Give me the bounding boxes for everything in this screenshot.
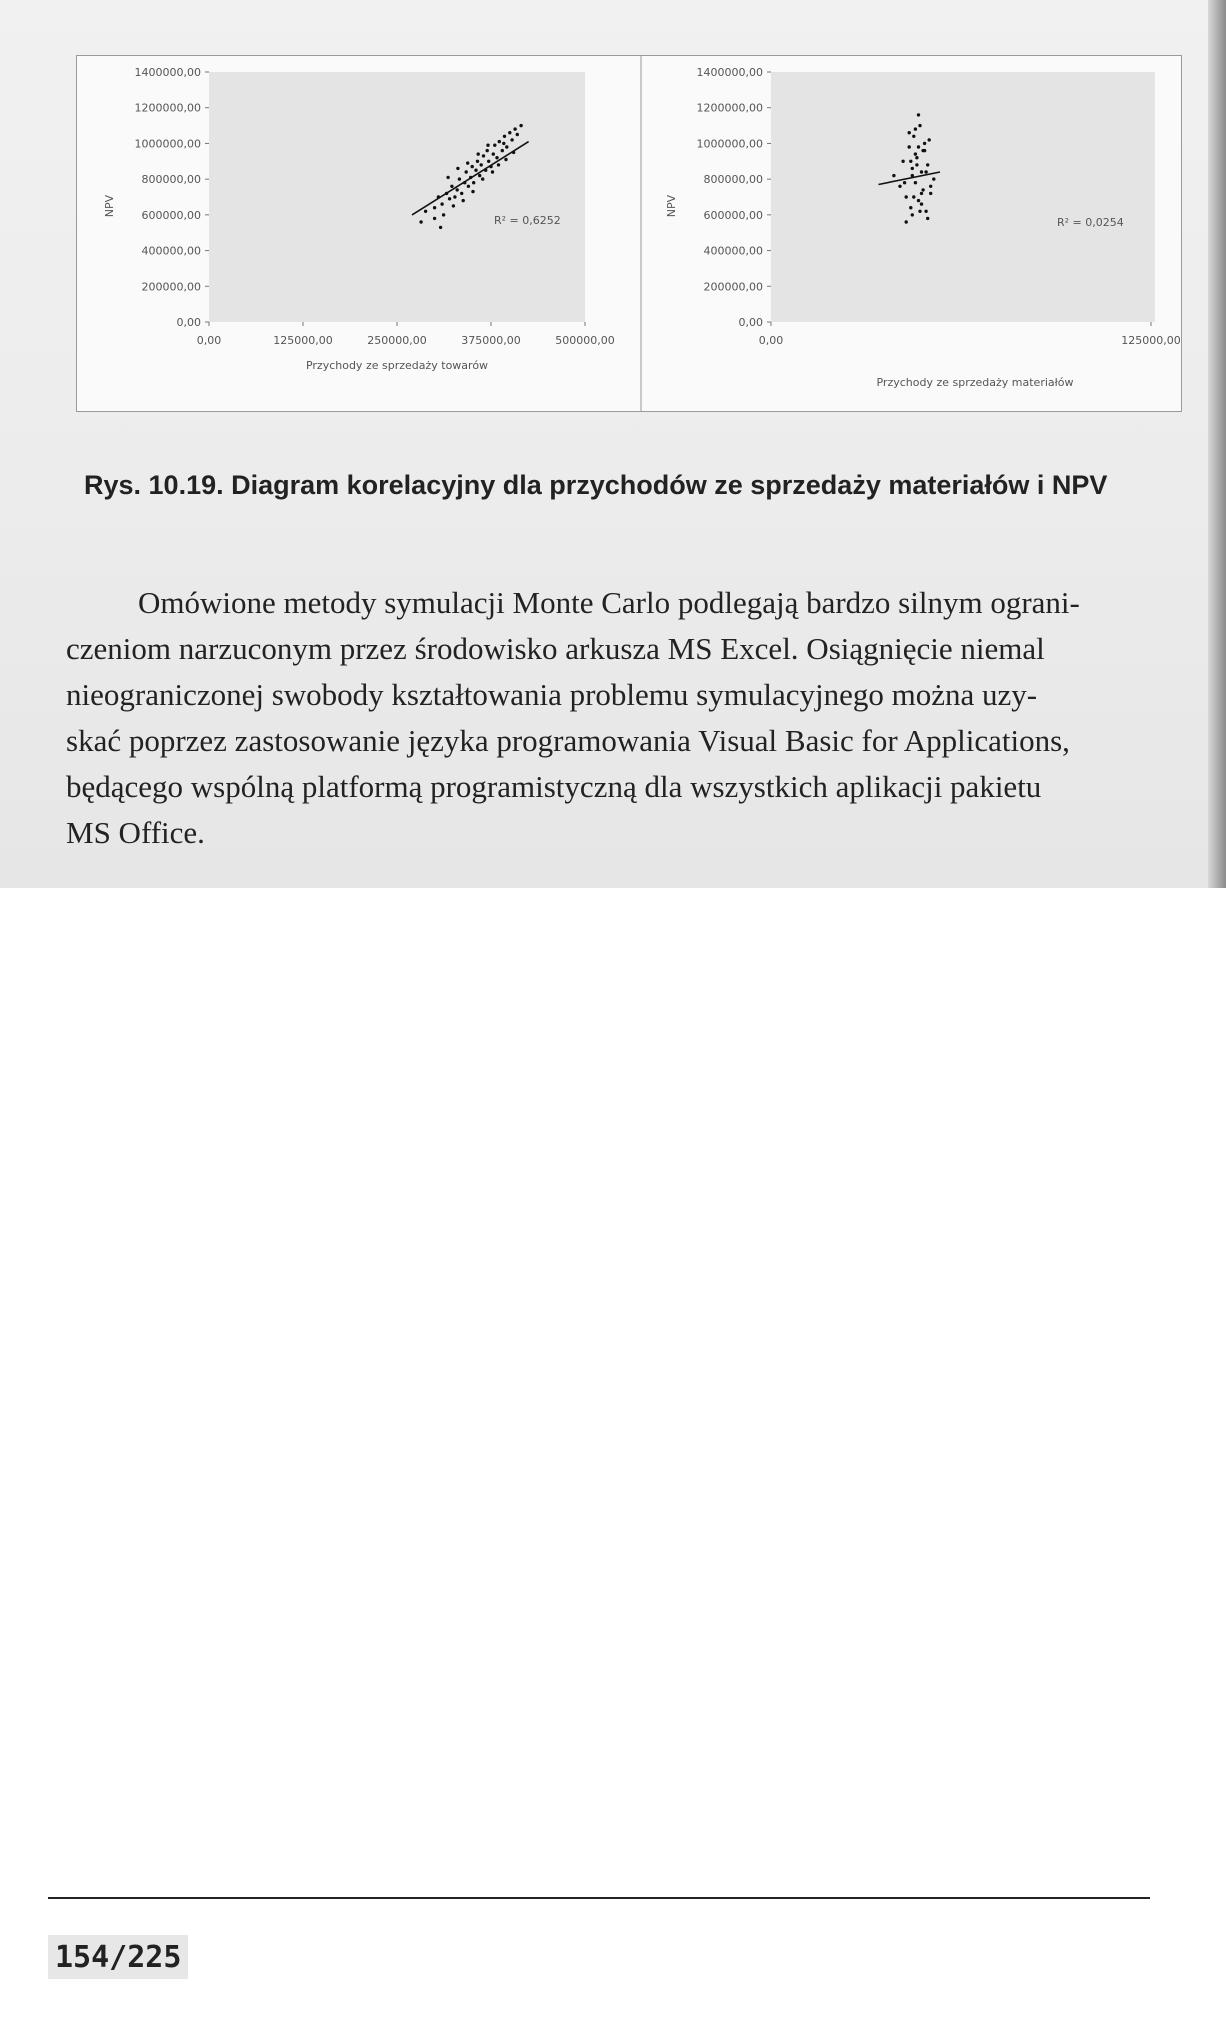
chart-right-point bbox=[917, 113, 920, 116]
chart-right-point bbox=[915, 163, 918, 166]
paragraph-line: nieograniczonej swobody kształtowania problemu symulacyjnego można uzy- bbox=[66, 677, 1038, 712]
chart-left-y-tick-label: 400000,00 bbox=[141, 244, 201, 258]
chart-right-y-ticks bbox=[697, 66, 771, 329]
chart-right-x-tick-label: 0,00 bbox=[758, 334, 784, 347]
chart-right-y-tick-label: 200000,00 bbox=[703, 280, 763, 294]
chart-left-x-tick-label: 125000,00 bbox=[273, 334, 333, 347]
chart-right-point bbox=[912, 195, 915, 198]
chart-right-point bbox=[903, 181, 906, 184]
chart-left-point bbox=[452, 204, 455, 207]
chart-right-point bbox=[920, 170, 923, 173]
chart-right-ylabel: NPV bbox=[665, 194, 678, 218]
paragraph-line: MS Office. bbox=[66, 815, 205, 850]
chart-left-point bbox=[456, 188, 459, 191]
chart-left-point bbox=[465, 170, 468, 173]
chart-right-point bbox=[908, 131, 911, 134]
chart-right-point bbox=[921, 188, 924, 191]
figure-svg bbox=[77, 56, 1181, 411]
chart-right-point bbox=[921, 149, 924, 152]
chart-right-xlabel: Przychody ze sprzedaży materiałów bbox=[876, 376, 1074, 389]
chart-right-point bbox=[924, 170, 927, 173]
chart-right-point bbox=[912, 135, 915, 138]
chart-left-point bbox=[453, 195, 456, 198]
chart-left-point bbox=[460, 192, 463, 195]
chart-left-point bbox=[458, 177, 461, 180]
chart-left-y-tick-label: 1400000,00 bbox=[134, 66, 201, 79]
chart-left-y-tick-label: 1200000,00 bbox=[134, 101, 201, 115]
chart-left-y-tick-label: 1000000,00 bbox=[134, 137, 201, 151]
chart-left-point bbox=[477, 152, 480, 155]
chart-left-y-tick-label: 200000,00 bbox=[141, 280, 201, 294]
chart-left-point bbox=[481, 177, 484, 180]
chart-left-point bbox=[424, 210, 427, 213]
chart-left-point bbox=[510, 138, 513, 141]
chart-left-point bbox=[474, 169, 477, 172]
chart-right-plot-area bbox=[771, 72, 1155, 322]
chart-left-y-tick-label: 800000,00 bbox=[141, 173, 201, 187]
chart-right-point bbox=[909, 160, 912, 163]
chart-right-point bbox=[928, 138, 931, 141]
chart-right-point bbox=[920, 192, 923, 195]
paragraph-line: będącego wspólną platformą programistyczną dla wszystkich aplikacji pakietu bbox=[66, 769, 1042, 804]
chart-right-point bbox=[909, 206, 912, 209]
chart-right-y-tick-label: 1200000,00 bbox=[696, 101, 763, 115]
chart-right-point bbox=[932, 177, 935, 180]
chart-left-point bbox=[433, 217, 436, 220]
chart-right-point bbox=[911, 213, 914, 216]
chart-right-point bbox=[892, 174, 895, 177]
chart-left-point bbox=[448, 197, 451, 200]
chart-right-point bbox=[908, 145, 911, 148]
chart-right-y-tick-label: 1400000,00 bbox=[696, 66, 763, 79]
chart-right bbox=[665, 66, 1181, 389]
chart-right-point bbox=[918, 124, 921, 127]
chart-left-point bbox=[502, 142, 505, 145]
chart-right-point bbox=[929, 192, 932, 195]
chart-left-point bbox=[492, 152, 495, 155]
chart-right-point bbox=[914, 152, 917, 155]
chart-left-point bbox=[433, 206, 436, 209]
chart-left-point bbox=[456, 167, 459, 170]
chart-left-r2: R² = 0,6252 bbox=[494, 214, 561, 227]
chart-left-point bbox=[478, 174, 481, 177]
chart-left-point bbox=[472, 181, 475, 184]
chart-left-point bbox=[462, 199, 465, 202]
chart-left-xlabel: Przychody ze sprzedaży towarów bbox=[305, 359, 489, 372]
chart-right-r2: R² = 0,0254 bbox=[1057, 216, 1124, 229]
chart-right-point bbox=[911, 167, 914, 170]
chart-right-y-tick-label: 800000,00 bbox=[703, 173, 763, 187]
chart-right-point bbox=[898, 185, 901, 188]
chart-left-point bbox=[513, 127, 516, 130]
chart-left-point bbox=[498, 140, 501, 143]
chart-left-point bbox=[495, 156, 498, 159]
chart-left-point bbox=[486, 144, 489, 147]
figure-caption: Rys. 10.19. Diagram korelacyjny dla przychodów ze sprzedaży materiałów i NPV bbox=[84, 470, 1108, 500]
chart-left-point bbox=[419, 220, 422, 223]
chart-left-y-tick-label: 600000,00 bbox=[141, 208, 201, 222]
chart-left-point bbox=[504, 158, 507, 161]
chart-left-point bbox=[497, 163, 500, 166]
chart-left bbox=[103, 66, 615, 372]
chart-left-point bbox=[501, 149, 504, 152]
chart-left-point bbox=[493, 144, 496, 147]
chart-right-point bbox=[924, 210, 927, 213]
chart-left-x-tick-label: 250000,00 bbox=[367, 334, 427, 347]
chart-left-x-tick-label: 500000,00 bbox=[555, 334, 615, 347]
chart-left-point bbox=[505, 145, 508, 148]
chart-right-x-ticks bbox=[759, 322, 1181, 347]
chart-left-point bbox=[519, 124, 522, 127]
paragraph-line: czeniom narzuconym przez środowisko arkusza MS Excel. Osiągnięcie niemal bbox=[66, 631, 1045, 666]
chart-left-y-ticks bbox=[135, 66, 209, 329]
chart-right-point bbox=[915, 156, 918, 159]
chart-right-point bbox=[918, 210, 921, 213]
chart-left-point bbox=[467, 185, 470, 188]
chart-left-point bbox=[480, 163, 483, 166]
chart-right-y-tick-label: 1000000,00 bbox=[696, 137, 763, 151]
chart-left-point bbox=[442, 213, 445, 216]
chart-right-point bbox=[926, 217, 929, 220]
chart-left-point bbox=[476, 160, 479, 163]
chart-left-x-ticks bbox=[197, 322, 615, 347]
chart-left-point bbox=[471, 190, 474, 193]
chart-right-y-tick-label: 600000,00 bbox=[703, 208, 763, 222]
chart-right-point bbox=[926, 163, 929, 166]
chart-left-x-tick-label: 0,00 bbox=[196, 334, 222, 347]
chart-right-x-tick-label: 125000,00 bbox=[1121, 334, 1181, 347]
chart-left-point bbox=[491, 170, 494, 173]
chart-right-y-tick-label: 400000,00 bbox=[703, 244, 763, 258]
chart-right-point bbox=[901, 160, 904, 163]
body-paragraph bbox=[66, 580, 1226, 856]
chart-left-point bbox=[508, 131, 511, 134]
chart-left-x-tick-label: 375000,00 bbox=[461, 334, 521, 347]
chart-left-point bbox=[439, 226, 442, 229]
chart-left-point bbox=[503, 135, 506, 138]
chart-left-point bbox=[471, 165, 474, 168]
chart-left-point bbox=[450, 185, 453, 188]
chart-right-point bbox=[914, 127, 917, 130]
chart-right-y-tick-label: 0,00 bbox=[738, 316, 763, 329]
figure-correlation-diagrams bbox=[76, 55, 1182, 412]
chart-left-ylabel: NPV bbox=[103, 194, 116, 218]
chart-left-point bbox=[446, 176, 449, 179]
footer-rule bbox=[48, 1897, 1150, 1899]
chart-left-point bbox=[466, 161, 469, 164]
chart-left-point bbox=[516, 133, 519, 136]
chart-left-point bbox=[486, 149, 489, 152]
chart-left-point bbox=[487, 160, 490, 163]
paragraph-line: skać poprzez zastosowanie języka programowania Visual Basic for Applications, bbox=[66, 723, 1070, 758]
chart-left-point bbox=[440, 202, 443, 205]
chart-left-plot-area bbox=[209, 72, 585, 322]
chart-right-point bbox=[917, 145, 920, 148]
chart-right-point bbox=[914, 181, 917, 184]
page-number: 154/225 bbox=[48, 1935, 188, 1979]
chart-right-point bbox=[929, 185, 932, 188]
chart-right-point bbox=[920, 202, 923, 205]
paragraph-line: Omówione metody symulacji Monte Carlo podlegają bardzo silnym ograni- bbox=[138, 585, 1080, 620]
chart-right-point bbox=[923, 142, 926, 145]
chart-left-point bbox=[482, 154, 485, 157]
chart-right-point bbox=[905, 195, 908, 198]
chart-right-point bbox=[917, 199, 920, 202]
chart-right-point bbox=[905, 220, 908, 223]
chart-left-y-tick-label: 0,00 bbox=[176, 316, 201, 329]
